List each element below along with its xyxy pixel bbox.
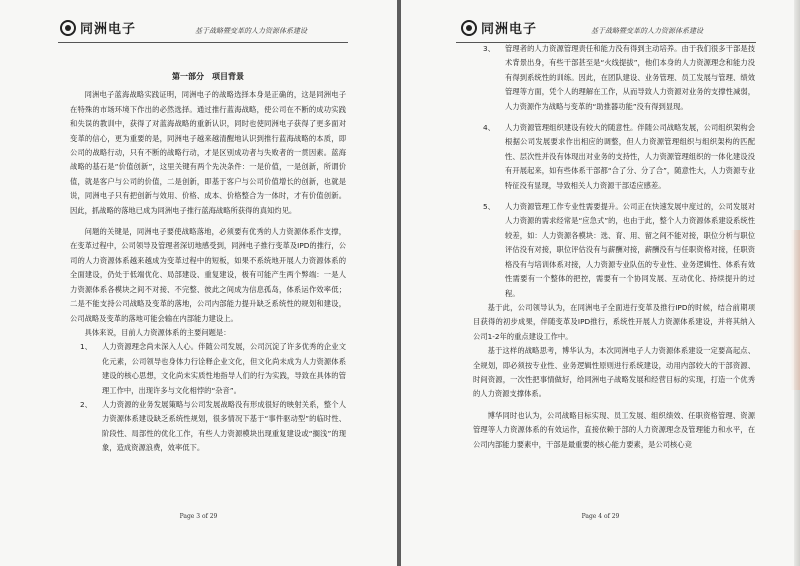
- paragraph: 基于这样的战略思考，博华认为，本次同洲电子人力资源体系建设一定要高起点、全规划，即必须按专业性、业务逻辑性原则进行系统建设，动用内部较大的干部资源、时间资源，一次性把事情做好，给同洲电子战略发展和经营目标的实现，打造一个优秀的人力资源支撑体系。: [473, 346, 755, 399]
- item-text: 人力资源的业务发展策略与公司发展战略没有形成很好的映射关系，整个人力资源体系建设缺乏系统性规划，很多情况下基于“事件驱动型”的临时性、阶段性、局部性的优化工作，有些人力资源模块出现重复建设或“搁浅”的现象，造成资源浪费，效率低下。: [102, 399, 346, 453]
- page-header: [0, 18, 397, 44]
- page-number: Page 4 of 29: [581, 513, 620, 520]
- list-item: [473, 200, 755, 301]
- page-header: [401, 18, 800, 44]
- header-title: 基于战略暨变革的人力资源体系建设: [591, 27, 703, 35]
- item-number: 4、: [483, 123, 495, 133]
- right-page: [401, 0, 800, 566]
- logo-icon: [60, 20, 76, 36]
- paragraph: 具体来说，目前人力资源体系的主要问题是：: [84, 327, 231, 337]
- header-rule: [58, 42, 348, 43]
- stamp-shadow: [790, 230, 800, 390]
- logo-text: 同洲电子: [80, 22, 137, 37]
- paragraph: 博华同时也认为，公司战略目标实现、员工发展、组织绩效、任职资格管理、资源管理等人力资源体系的有效运作，直接依赖于部的人力资源理念及管理能力和水平，在公司内部能力要素中，干部是最重要的核心能力要素，是公司核心竞: [473, 410, 755, 449]
- left-page: [0, 0, 397, 566]
- logo-icon: [461, 20, 477, 36]
- page-number: Page 3 of 29: [179, 513, 218, 520]
- item-number: 2、: [80, 399, 92, 409]
- list-item: [70, 340, 346, 398]
- left-body: [70, 70, 346, 456]
- list-item: [473, 42, 755, 114]
- item-text: 人力资源管理组织建设有较大的随意性。伴随公司战略发展，公司组织架构会根据公司发展要求作出相应的调整，但人力资源管理组织与组织架构的匹配性、层次性并没有体现出对业务的支持性，人力资源管理组织的一体化建设没有开展起来，如有些体系干部都“合了分、分了合”，随意性大，人力资源专业特征没有显现，导致相关人力资源干部适应感差。: [505, 123, 755, 190]
- company-logo: [60, 18, 136, 37]
- right-body: [473, 42, 755, 452]
- company-logo: [461, 18, 537, 37]
- item-number: 3、: [483, 44, 495, 53]
- paragraph: 同洲电子蓝海战略实践证明，同洲电子的战略选择本身是正确的，这是同洲电子在特殊的市场环境下作出的必然选择。通过推行蓝海战略，使公司在不断的成功实践和失误的教训中，获得了对蓝海战略的重新认识，同时也使同洲电子获得了更多面对变革的信心，更为重要的是，同洲电子越来越清醒地认识到推行蓝海战略的本质，即公司的战略行动，只有不断的战略行动，才是区别成功者与失败者的一贯因素。蓝海战略的基石是“价值创新”，这里关键有两个先决条件：一是价值，一是创新，所谓价值，就是客户与公司的价值，二是创新，即基于客户与公司价值增长的创新，也就是说，同洲电子只有把创新与效用、价格、成本、价格整合为一体时，才有价值创新。因此，抓战略的落地已成为同洲电子推行蓝海战略所获得的真知灼见。: [70, 90, 346, 215]
- item-text: 人力资源理念尚未深入人心。伴随公司发展，公司沉淀了许多优秀的企业文化元素，公司领导也身体力行诠释企业文化，但文化尚未成为人力资源体系建设的核心思想，文化尚未实质性地指导人们的行为实践，导致在具体的管理工作中，出现许多与文化相悖的“杂音”。: [102, 342, 346, 395]
- list-item: [473, 121, 755, 193]
- item-text: 人力资源管理工作专业性需要提升。公司正在快速发展中度过的，公司发展对人力资源的需求经常是“应急式”的，也由于此，整个人力资源体系建设系统性较差，如：人力资源各模块：选、育、用、留之间不能对接，职位分析与职位评估没有对接，职位评估没有与薪酬对接，薪酬没有与任职资格对接，任职资格没有与培训体系对接，人力资源专业队伍的专业性、业务逻辑性、体系有效性需要有一个整体的把控，需要有一个协同发展、互动优化、持续提升的过程。: [505, 202, 755, 298]
- item-number: 1、: [80, 342, 92, 352]
- section-title: 第一部分 项目背景: [172, 72, 244, 81]
- paragraph: 基于此，公司领导认为，在同洲电子全面进行变革及推行IPD的时候，结合前期项目获得的初步成果，伴随变革及IPD推行，系统性开展人力资源体系建设，并将其纳入公司1-2年的重点建设工作中。: [473, 302, 755, 341]
- list-item: [70, 398, 346, 456]
- logo-text: 同洲电子: [481, 22, 538, 37]
- item-text: 管理者的人力资源管理责任和能力没有得到主动培养。由于我们很多干部是技术背景出身，有些干部甚至是“火线提拔”，他们本身的人力资源理念和能力没有得到系统性的训练。因此，在团队建设、业务管理、员工发展与管理、绩效管理等方面，凭个人的理解在工作，从而导致人力资源对业务的支撑性减弱，人力资源作为战略与变革的“助推器功能”没有得到显现。: [505, 44, 755, 111]
- header-title: 基于战略暨变革的人力资源体系建设: [195, 27, 307, 35]
- paragraph: 问题的关键是，同洲电子要使战略落地，必须要有优秀的人力资源体系作支撑，在变革过程中，公司领导及管理者深切地感受到，同洲电子推行变革及IPD的推行，公司的人力资源体系越来越成为变革过程中的短板，如果不系统地开展人力资源体系的全面建设，仍处于低端优化、局部建设、重复建设，极有可能产生两个弊端：一是人力资源体系各模块之间不对接、不完整、彼此之间成为信息孤岛，体系运作效率低；二是不能支持公司战略及变革的落地，公司内部能力提升缺乏系统性的规划和建设，公司战略及变革的落地可能会输在内部能力建设上。: [70, 227, 346, 323]
- item-number: 5、: [483, 202, 495, 212]
